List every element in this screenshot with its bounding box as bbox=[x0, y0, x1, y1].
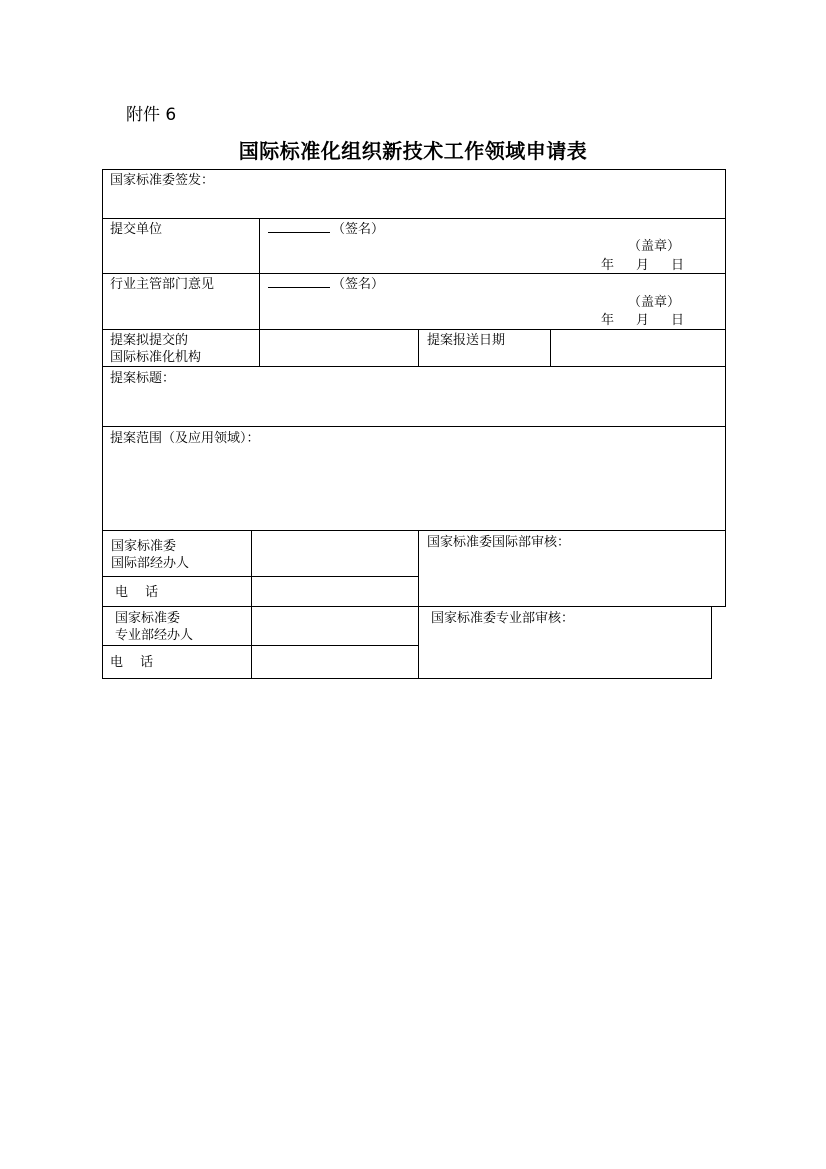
col-divider bbox=[418, 329, 419, 367]
year-label: 年 bbox=[601, 258, 615, 273]
industry-opinion-label: 行业主管部门意见 bbox=[110, 277, 215, 292]
year-label: 年 bbox=[601, 313, 615, 328]
sac-sign-label: 国家标准委签发： bbox=[110, 173, 215, 188]
day-label: 日 bbox=[671, 313, 685, 328]
day-label: 日 bbox=[671, 258, 685, 273]
month-label: 月 bbox=[636, 313, 650, 328]
submit-unit-signature-field[interactable] bbox=[268, 221, 384, 238]
intended-org-label-line2: 国际标准化机构 bbox=[110, 350, 202, 365]
prof-dept-label-line1: 国家标准委 bbox=[115, 611, 181, 626]
intl-phone-label: 电 话 bbox=[115, 585, 159, 600]
col-divider bbox=[550, 329, 551, 367]
col-divider bbox=[259, 218, 260, 367]
row-divider bbox=[102, 273, 726, 274]
page-title: 国际标准化组织新技术工作领域申请表 bbox=[238, 139, 588, 163]
col-divider bbox=[418, 530, 419, 679]
sign-label: （签名） bbox=[332, 222, 385, 237]
submit-unit-label: 提交单位 bbox=[110, 222, 163, 237]
month-label: 月 bbox=[636, 258, 650, 273]
signature-line bbox=[268, 222, 330, 233]
table-border-right bbox=[725, 169, 726, 607]
intl-dept-label-line1: 国家标准委 bbox=[111, 539, 177, 554]
row-divider bbox=[102, 530, 726, 531]
intended-org-label-line1: 提案拟提交的 bbox=[110, 333, 189, 348]
col-divider bbox=[251, 530, 252, 679]
row-divider bbox=[102, 576, 419, 577]
industry-signature-field[interactable] bbox=[268, 276, 384, 293]
seal-label: （盖章） bbox=[628, 295, 681, 310]
row-divider bbox=[102, 218, 726, 219]
annex-label: 附件 6 bbox=[126, 105, 177, 125]
submit-date-label: 提案报送日期 bbox=[427, 333, 506, 348]
intl-dept-label-line2: 国际部经办人 bbox=[111, 556, 190, 571]
row-divider bbox=[102, 329, 726, 330]
table-border-left bbox=[102, 169, 103, 679]
table-border-bottom bbox=[102, 678, 712, 679]
row-divider bbox=[102, 426, 726, 427]
proposal-title-label: 提案标题： bbox=[110, 371, 176, 386]
intl-review-label: 国家标准委国际部审核： bbox=[427, 535, 571, 550]
row-divider bbox=[102, 606, 726, 607]
signature-line bbox=[268, 277, 330, 288]
row-divider bbox=[102, 366, 726, 367]
proposal-scope-label: 提案范围（及应用领域）： bbox=[110, 431, 260, 446]
prof-phone-label: 电 话 bbox=[110, 655, 154, 670]
prof-dept-label-line2: 专业部经办人 bbox=[115, 628, 194, 643]
seal-label: （盖章） bbox=[628, 239, 681, 254]
table-border-right-lower bbox=[711, 606, 712, 679]
table-border-top bbox=[102, 169, 726, 170]
row-divider bbox=[102, 645, 419, 646]
prof-review-label: 国家标准委专业部审核： bbox=[431, 611, 575, 626]
sign-label: （签名） bbox=[332, 277, 385, 292]
